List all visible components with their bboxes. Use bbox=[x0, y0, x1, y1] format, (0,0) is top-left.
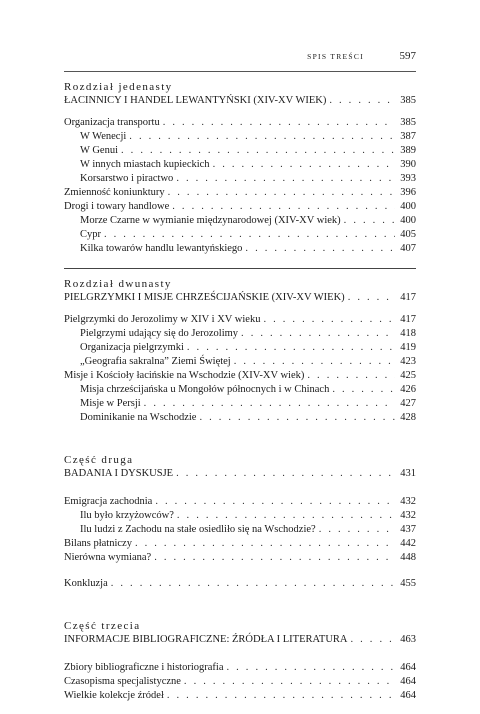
toc-entry-title: Ilu ludzi z Zachodu na stałe osiedliło się na Wschodzie? bbox=[80, 524, 316, 535]
part-3-label: Część trzecia bbox=[64, 620, 141, 632]
toc-entry-title: Organizacja transportu bbox=[64, 117, 160, 128]
page-header bbox=[64, 50, 416, 66]
toc-entry[interactable] bbox=[64, 383, 416, 397]
toc-entry-page: 437 bbox=[400, 524, 416, 535]
toc-entry-title: Pielgrzymki do Jerozolimy w XIV i XV wieku bbox=[64, 314, 261, 325]
part-2-entries bbox=[64, 495, 416, 565]
toc-entry-title: Zbiory bibliograficzne i historiografia bbox=[64, 662, 224, 673]
leader-dots bbox=[167, 689, 395, 703]
toc-entry-title: Cypr bbox=[80, 229, 101, 240]
leader-dots bbox=[199, 411, 395, 425]
toc-entry-title: Korsarstwo i piractwo bbox=[80, 173, 174, 184]
leader-dots bbox=[104, 228, 395, 242]
toc-entry-page: 426 bbox=[400, 384, 416, 395]
leader-dots bbox=[245, 242, 395, 256]
part-3-section bbox=[64, 619, 416, 703]
toc-entry-page: 385 bbox=[400, 117, 416, 128]
toc-entry[interactable] bbox=[64, 551, 416, 565]
leader-dots bbox=[135, 537, 395, 551]
toc-entry-title: Misja chrześcijańska u Mongołów północnych i w Chinach bbox=[80, 384, 330, 395]
toc-entry-title: Zmienność koniunktury bbox=[64, 187, 165, 198]
toc-entry-page: 405 bbox=[400, 229, 416, 240]
toc-entry-page: 432 bbox=[400, 496, 416, 507]
leader-dots bbox=[121, 144, 395, 158]
toc-entry[interactable] bbox=[64, 116, 416, 130]
toc-entry-page: 417 bbox=[400, 292, 416, 303]
toc-entry-page: 387 bbox=[400, 131, 416, 142]
leader-dots bbox=[329, 94, 395, 108]
toc-entry[interactable] bbox=[64, 661, 416, 675]
toc-entry[interactable] bbox=[64, 495, 416, 509]
toc-entry-title: Drogi i towary handlowe bbox=[64, 201, 170, 212]
chapter-12-title-row[interactable] bbox=[64, 291, 416, 305]
leader-dots bbox=[168, 186, 395, 200]
toc-entry-title: Emigracja zachodnia bbox=[64, 496, 153, 507]
toc-entry[interactable] bbox=[64, 172, 416, 186]
toc-entry[interactable] bbox=[64, 130, 416, 144]
section-divider bbox=[64, 268, 416, 269]
toc-entry[interactable] bbox=[64, 509, 416, 523]
chapter-12-entries bbox=[64, 313, 416, 425]
leader-dots bbox=[234, 355, 395, 369]
toc-entry-page: 431 bbox=[400, 468, 416, 479]
leader-dots bbox=[163, 116, 395, 130]
toc-entry-page: 396 bbox=[400, 187, 416, 198]
toc-entry-page: 417 bbox=[400, 314, 416, 325]
toc-entry-title: BADANIA I DYSKUSJE bbox=[64, 468, 174, 479]
leader-dots bbox=[307, 369, 395, 383]
chapter-11-label: Rozdział jedenasty bbox=[64, 81, 173, 93]
chapter-12-label: Rozdział dwunasty bbox=[64, 278, 172, 290]
toc-entry[interactable] bbox=[64, 214, 416, 228]
leader-dots bbox=[176, 467, 395, 481]
toc-entry-page: 425 bbox=[400, 370, 416, 381]
leader-dots bbox=[332, 383, 395, 397]
toc-entry-page: 464 bbox=[400, 676, 416, 687]
chapter-12-section bbox=[64, 277, 416, 425]
leader-dots bbox=[241, 327, 395, 341]
toc-entry[interactable] bbox=[64, 341, 416, 355]
leader-dots bbox=[154, 551, 395, 565]
part-2-label: Część druga bbox=[64, 454, 134, 466]
toc-entry-title: Bilans płatniczy bbox=[64, 538, 132, 549]
part-3-entries bbox=[64, 661, 416, 703]
leader-dots bbox=[184, 675, 395, 689]
leader-dots bbox=[172, 200, 395, 214]
toc-entry-page: 389 bbox=[400, 145, 416, 156]
toc-entry-title: PIELGRZYMKI I MISJE CHRZEŚCIJAŃSKIE (XIV-XV WIEK) bbox=[64, 292, 345, 303]
toc-entry-page: 455 bbox=[400, 578, 416, 589]
toc-entry-page: 400 bbox=[400, 201, 416, 212]
leader-dots bbox=[176, 172, 395, 186]
toc-entry[interactable] bbox=[64, 228, 416, 242]
leader-dots bbox=[187, 341, 395, 355]
toc-entry-title: Misje w Persji bbox=[80, 398, 141, 409]
chapter-11-entries bbox=[64, 116, 416, 256]
toc-entry-title: Nierówna wymiana? bbox=[64, 552, 152, 563]
leader-dots bbox=[263, 313, 395, 327]
toc-entry-page: 423 bbox=[400, 356, 416, 367]
toc-entry[interactable] bbox=[64, 158, 416, 172]
leader-dots bbox=[177, 509, 395, 523]
leader-dots bbox=[144, 397, 395, 411]
toc-entry[interactable] bbox=[64, 689, 416, 703]
toc-entry[interactable] bbox=[64, 313, 416, 327]
chapter-11-title-row[interactable] bbox=[64, 94, 416, 108]
toc-entry-page: 428 bbox=[400, 412, 416, 423]
toc-entry-title: Misje i Kościoły łacińskie na Wschodzie (XIV-XV wiek) bbox=[64, 370, 305, 381]
leader-dots bbox=[213, 158, 395, 172]
toc-entry[interactable] bbox=[64, 242, 416, 256]
leader-dots bbox=[344, 214, 395, 228]
toc-entry-page: 464 bbox=[400, 690, 416, 701]
toc-entry[interactable] bbox=[64, 523, 416, 537]
toc-entry[interactable] bbox=[64, 411, 416, 425]
toc-entry[interactable] bbox=[64, 675, 416, 689]
toc-entry-title: W innych miastach kupieckich bbox=[80, 159, 210, 170]
leader-dots bbox=[227, 661, 396, 675]
toc-entry-page: 419 bbox=[400, 342, 416, 353]
toc-entry-title: Czasopisma specjalistyczne bbox=[64, 676, 181, 687]
toc-entry[interactable] bbox=[64, 537, 416, 551]
toc-entry-page: 418 bbox=[400, 328, 416, 339]
toc-entry-page: 400 bbox=[400, 215, 416, 226]
toc-entry-page: 442 bbox=[400, 538, 416, 549]
toc-entry-title: INFORMACJE BIBLIOGRAFICZNE: ŹRÓDŁA I LITERATURA bbox=[64, 634, 348, 645]
leader-dots bbox=[111, 577, 395, 591]
page-number: 597 bbox=[399, 50, 416, 62]
toc-entry-page: 427 bbox=[400, 398, 416, 409]
toc-entry-title: Organizacja pielgrzymki bbox=[80, 342, 184, 353]
toc-entry-title: W Wenecji bbox=[80, 131, 127, 142]
toc-entry-page: 385 bbox=[400, 95, 416, 106]
toc-entry-title: Wielkie kolekcje źródeł bbox=[64, 690, 164, 701]
table-of-contents bbox=[64, 80, 416, 703]
part-2-section bbox=[64, 453, 416, 591]
toc-entry-title: Konkluzja bbox=[64, 578, 108, 589]
header-rule bbox=[64, 71, 416, 72]
leader-dots bbox=[348, 291, 395, 305]
part-2-title-row[interactable] bbox=[64, 467, 416, 481]
toc-entry-title: ŁACINNICY I HANDEL LEWANTYŃSKI (XIV-XV WIEK) bbox=[64, 95, 327, 106]
toc-entry-title: „Geografia sakralna” Ziemi Świętej bbox=[80, 356, 231, 367]
toc-entry-title: Kilka towarów handlu lewantyńskiego bbox=[80, 243, 243, 254]
toc-entry[interactable] bbox=[64, 327, 416, 341]
toc-entry-title: W Genui bbox=[80, 145, 119, 156]
toc-entry-page: 463 bbox=[400, 634, 416, 645]
toc-entry[interactable] bbox=[64, 397, 416, 411]
toc-entry-title: Dominikanie na Wschodzie bbox=[80, 412, 197, 423]
toc-entry-page: 464 bbox=[400, 662, 416, 673]
toc-entry-page: 393 bbox=[400, 173, 416, 184]
conclusion-row[interactable] bbox=[64, 577, 416, 591]
toc-entry[interactable] bbox=[64, 369, 416, 383]
toc-entry-page: 407 bbox=[400, 243, 416, 254]
running-title: SPIS TREŚCI bbox=[307, 52, 364, 61]
chapter-11-section bbox=[64, 80, 416, 256]
leader-dots bbox=[155, 495, 395, 509]
leader-dots bbox=[129, 130, 395, 144]
leader-dots bbox=[351, 633, 396, 647]
toc-entry[interactable] bbox=[64, 144, 416, 158]
toc-entry-page: 448 bbox=[400, 552, 416, 563]
toc-entry[interactable] bbox=[64, 200, 416, 214]
toc-entry-title: Ilu było krzyżowców? bbox=[80, 510, 174, 521]
toc-entry-title: Morze Czarne w wymianie międzynarodowej (XIV-XV wiek) bbox=[80, 215, 341, 226]
part-3-title-row[interactable] bbox=[64, 633, 416, 647]
toc-entry[interactable] bbox=[64, 355, 416, 369]
toc-entry-title: Pielgrzymi udający się do Jerozolimy bbox=[80, 328, 239, 339]
toc-entry[interactable] bbox=[64, 186, 416, 200]
toc-entry-page: 390 bbox=[400, 159, 416, 170]
leader-dots bbox=[319, 523, 395, 537]
toc-entry-page: 432 bbox=[400, 510, 416, 521]
